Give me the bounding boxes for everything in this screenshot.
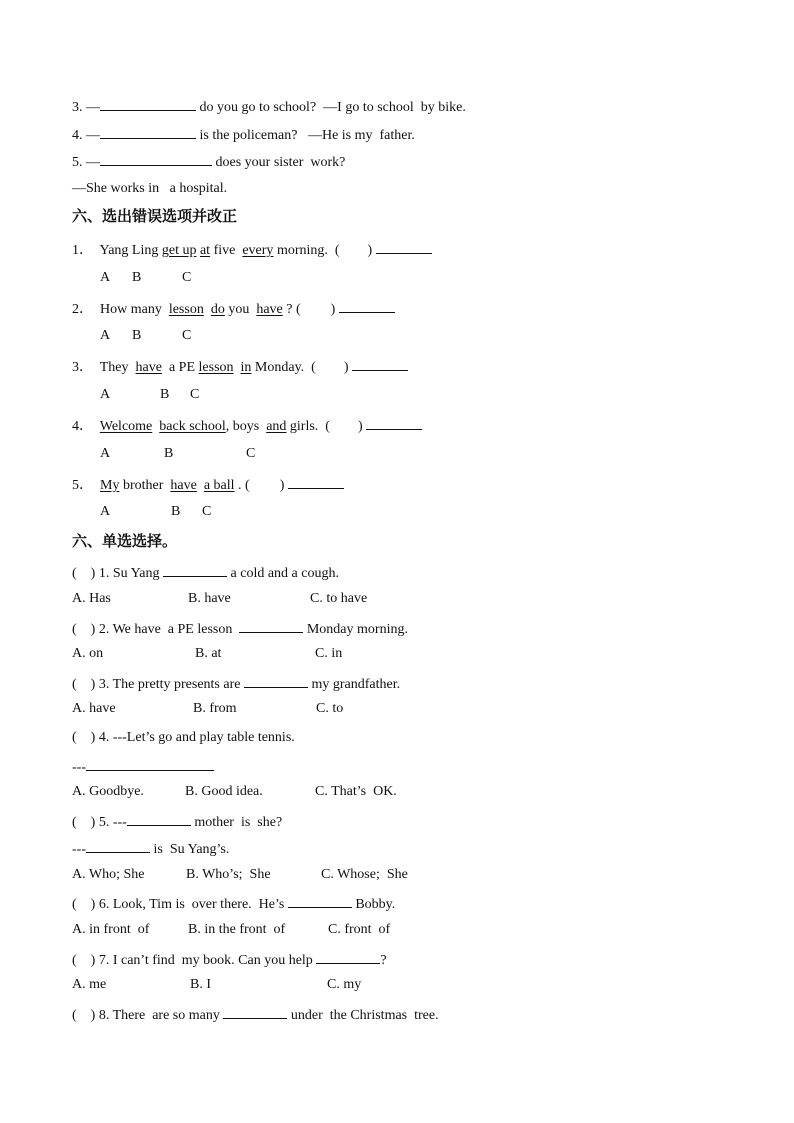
item-text: ) <box>357 419 363 434</box>
choice-reply-5 <box>72 839 229 859</box>
letter-b: B <box>164 446 174 461</box>
letter-b: B <box>160 387 170 402</box>
answer-blank[interactable] <box>86 839 150 853</box>
item-text: They <box>99 360 136 375</box>
answer-blank[interactable] <box>100 125 196 139</box>
option-c-text: have <box>256 302 283 317</box>
error-item-3 <box>72 357 408 377</box>
option-c[interactable]: C. my <box>327 977 362 992</box>
question-number: 5. — <box>72 155 100 170</box>
item-text <box>197 478 204 493</box>
letter-b: B <box>132 270 142 285</box>
question-text: ( ) 6. Look, Tim is over there. He’s <box>72 897 288 912</box>
option-b-text: back school <box>159 419 226 434</box>
item-text: . ( <box>234 478 250 493</box>
answer-blank[interactable] <box>100 152 212 166</box>
question-text: ( ) 8. There are so many <box>72 1008 224 1023</box>
option-c[interactable]: C. Whose; She <box>321 867 408 882</box>
item-text: a PE <box>161 360 199 375</box>
question-text: ( ) 1. Su Yang <box>72 566 164 581</box>
correction-blank[interactable] <box>376 240 432 254</box>
option-a[interactable]: A. Has <box>72 591 111 606</box>
option-b-text: lesson <box>198 360 234 375</box>
option-b[interactable]: B. I <box>190 977 211 992</box>
question-text: a cold and a cough. <box>227 566 339 581</box>
option-c-text: a ball <box>203 478 235 493</box>
item-number: 2． <box>72 302 93 317</box>
letter-b: B <box>132 328 142 343</box>
choice-reply-4 <box>72 757 214 777</box>
answer-blank[interactable] <box>239 619 303 633</box>
option-b[interactable]: B. from <box>193 701 237 716</box>
option-a[interactable]: A. in front of <box>72 922 150 937</box>
answer-blank[interactable] <box>244 674 308 688</box>
option-a-text: Welcome <box>99 419 153 434</box>
item-text: Yang Ling <box>99 243 162 258</box>
choice-question-7 <box>72 950 387 970</box>
option-a-text: get up <box>161 243 197 258</box>
choice-question-2 <box>72 619 408 639</box>
answer-blank[interactable] <box>100 97 196 111</box>
item-number: 4． <box>72 419 93 434</box>
item-number: 5． <box>72 478 93 493</box>
option-a-text: My <box>100 478 120 493</box>
fill-in-question-4 <box>72 125 415 145</box>
letter-a: A <box>100 504 111 519</box>
section-title-single-choice: 六、单选选择。 <box>72 532 178 550</box>
answer-blank[interactable] <box>127 812 191 826</box>
option-b-text: at <box>199 243 211 258</box>
correction-blank[interactable] <box>288 475 344 489</box>
answer-blank[interactable] <box>288 894 352 908</box>
letter-c: C <box>202 504 212 519</box>
question-text: under the Christmas tree. <box>287 1008 439 1023</box>
letter-a: A <box>100 387 111 402</box>
item-text: ) <box>330 302 336 317</box>
item-number: 1． <box>72 243 93 258</box>
option-a[interactable]: A. Goodbye. <box>72 784 144 799</box>
question-text: Monday morning. <box>303 622 408 637</box>
answer-blank[interactable] <box>163 563 227 577</box>
item-text <box>234 360 241 375</box>
fill-in-answer-5: —She works in a hospital. <box>72 181 228 196</box>
option-b[interactable]: B. Who’s; She <box>186 867 271 882</box>
choice-question-1 <box>72 563 339 583</box>
choice-question-3 <box>72 674 400 694</box>
answer-blank[interactable] <box>86 757 214 771</box>
item-text: girls. ( <box>286 419 330 434</box>
option-b[interactable]: B. at <box>195 646 222 661</box>
option-c[interactable]: C. That’s OK. <box>315 784 397 799</box>
item-text <box>204 302 211 317</box>
choice-question-5 <box>72 812 282 832</box>
option-b[interactable]: B. Good idea. <box>185 784 263 799</box>
letter-a: A <box>100 328 111 343</box>
option-a[interactable]: A. me <box>72 977 107 992</box>
option-b-text: do <box>210 302 225 317</box>
item-text: ) <box>367 243 373 258</box>
item-text: ? ( <box>282 302 301 317</box>
error-item-2 <box>72 299 395 319</box>
option-c[interactable]: C. front of <box>328 922 391 937</box>
option-a-text: lesson <box>168 302 204 317</box>
section-title-correct-errors: 六、选出错误选项并改正 <box>72 207 238 225</box>
question-text: ( ) 7. I can’t find my book. Can you help <box>72 953 317 968</box>
item-text: , boys <box>225 419 267 434</box>
letter-c: C <box>182 270 192 285</box>
fill-in-question-5 <box>72 152 345 172</box>
correction-blank[interactable] <box>352 357 408 371</box>
item-text: Monday. ( <box>251 360 316 375</box>
choice-question-8 <box>72 1005 439 1025</box>
item-text: you <box>224 302 257 317</box>
option-c[interactable]: C. to have <box>310 591 368 606</box>
fill-in-question-3 <box>72 97 466 117</box>
letter-c: C <box>190 387 200 402</box>
question-text: ( ) 2. We have a PE lesson <box>72 622 240 637</box>
option-c[interactable]: C. to <box>316 701 344 716</box>
item-number: 3． <box>72 360 93 375</box>
option-a[interactable]: A. have <box>72 701 116 716</box>
question-text: ( ) 3. The pretty presents are <box>72 677 244 692</box>
option-b[interactable]: B. in the front of <box>188 922 286 937</box>
reply-text: is Su Yang’s. <box>150 842 230 857</box>
option-a[interactable]: A. Who; She <box>72 867 145 882</box>
question-text: my grandfather. <box>307 677 401 692</box>
correction-blank[interactable] <box>366 416 422 430</box>
letter-a: A <box>100 270 111 285</box>
correction-blank[interactable] <box>339 299 395 313</box>
reply-prefix: --- <box>72 760 86 775</box>
question-text: ( ) 5. --- <box>72 815 127 830</box>
item-text: brother <box>119 478 171 493</box>
question-text: Bobby. <box>351 897 396 912</box>
item-text: morning. ( <box>273 243 340 258</box>
question-text: mother is she? <box>190 815 283 830</box>
option-b[interactable]: B. have <box>188 591 231 606</box>
reply-prefix: --- <box>72 842 86 857</box>
option-c-text: and <box>266 419 287 434</box>
option-a[interactable]: A. on <box>72 646 104 661</box>
question-number: 4. — <box>72 128 100 143</box>
letter-c: C <box>246 446 256 461</box>
question-text: is the policeman? —He is my father. <box>196 128 415 143</box>
item-text: ) <box>343 360 349 375</box>
answer-blank[interactable] <box>223 1005 287 1019</box>
error-item-4 <box>72 416 422 436</box>
question-text: does your sister work? <box>212 155 346 170</box>
question-number: 3. — <box>72 100 100 115</box>
answer-blank[interactable] <box>316 950 380 964</box>
error-item-1 <box>72 240 432 260</box>
question-text: ? <box>380 953 387 968</box>
item-text: How many <box>100 302 169 317</box>
letter-b: B <box>171 504 181 519</box>
item-text: five <box>210 243 243 258</box>
error-item-5 <box>72 475 344 495</box>
choice-question-6 <box>72 894 395 914</box>
option-b-text: have <box>170 478 197 493</box>
choice-question-4: ( ) 4. ---Let’s go and play table tennis. <box>72 730 295 745</box>
option-c[interactable]: C. in <box>315 646 343 661</box>
item-text: ) <box>279 478 285 493</box>
letter-c: C <box>182 328 192 343</box>
question-text: do you go to school? —I go to school by bike. <box>196 100 466 115</box>
option-c-text: every <box>242 243 274 258</box>
option-c-text: in <box>240 360 252 375</box>
option-a-text: have <box>135 360 162 375</box>
letter-a: A <box>100 446 111 461</box>
